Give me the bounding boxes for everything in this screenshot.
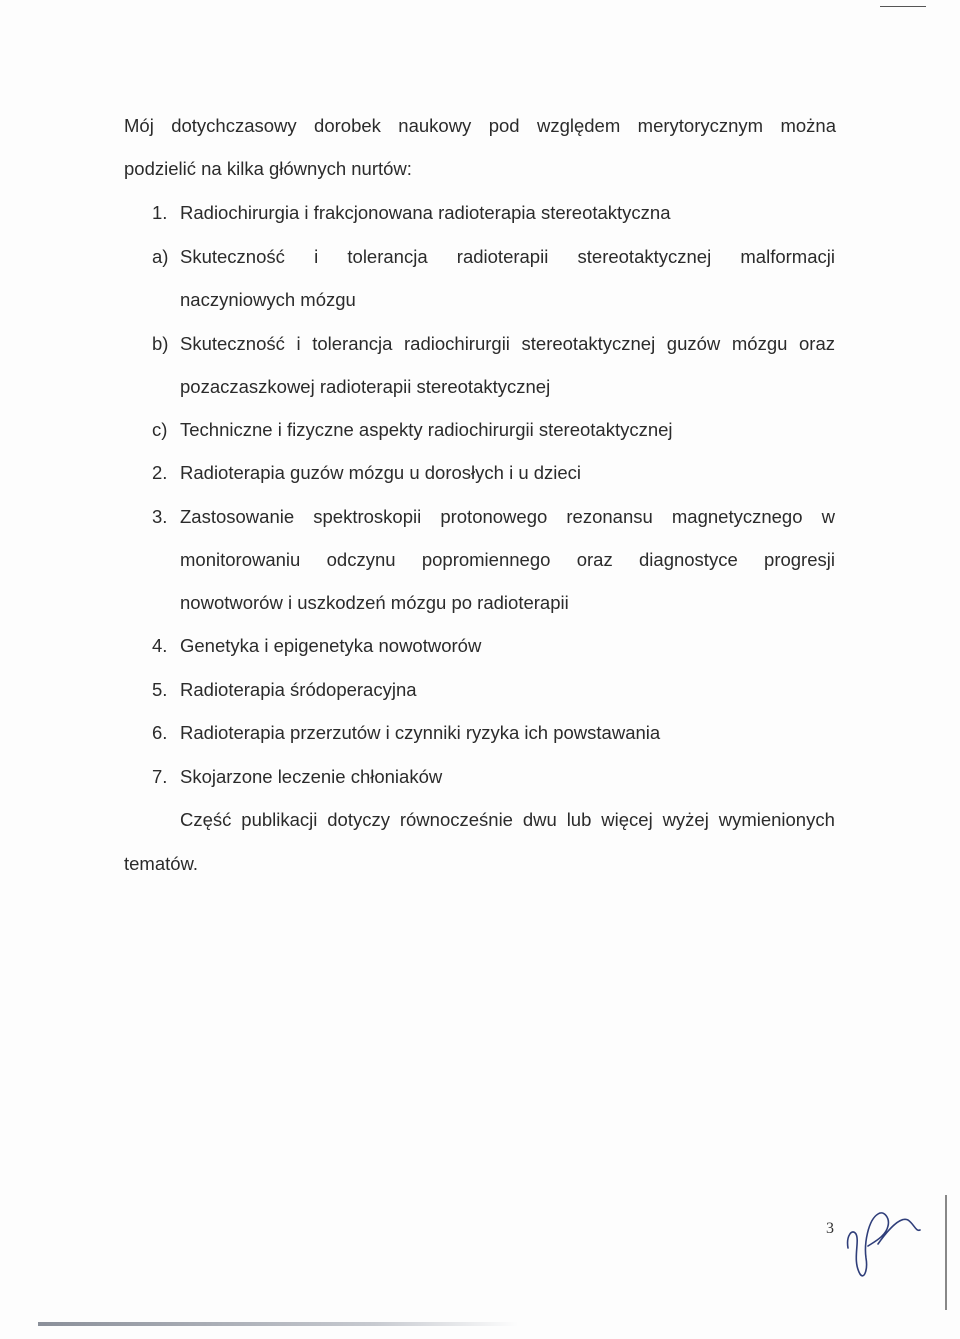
list-item-b-line-1 xyxy=(180,332,835,356)
list-item-2-text: Radioterapia guzów mózgu u dorosłych i u dzieci xyxy=(180,462,582,483)
word: oraz xyxy=(576,549,613,570)
list-marker-3: 3. xyxy=(152,506,168,527)
word: progresji xyxy=(764,549,835,570)
page-number: 3 xyxy=(826,1220,834,1237)
word: mózgu xyxy=(731,333,788,354)
word: dotyczy xyxy=(327,809,390,830)
intro-line-1 xyxy=(124,114,836,138)
word: monitorowaniu xyxy=(180,549,301,570)
top-right-rule xyxy=(880,6,926,7)
intro-line-2: podzielić na kilka głównych nurtów: xyxy=(124,158,412,179)
word: publikacji xyxy=(241,809,318,830)
list-item-6-text: Radioterapia przerzutów i czynniki ryzyka ich powstawania xyxy=(180,722,661,743)
word: w xyxy=(821,506,835,527)
closing-line-2: tematów. xyxy=(124,853,199,874)
list-item-a-line-2: naczyniowych mózgu xyxy=(180,289,356,310)
word: stereotaktycznej xyxy=(521,333,656,354)
word: Skuteczność xyxy=(180,246,285,267)
list-marker-c: c) xyxy=(152,419,168,440)
word: można xyxy=(780,115,836,136)
list-item-3-line-3: nowotworów i uszkodzeń mózgu po radioterapii xyxy=(180,592,569,613)
word: więcej xyxy=(601,809,653,830)
list-item-3-line-1 xyxy=(180,505,835,529)
word: i xyxy=(296,333,301,354)
list-marker-7: 7. xyxy=(152,766,168,787)
word: wymienionych xyxy=(718,809,835,830)
word: naukowy xyxy=(398,115,472,136)
word: stereotaktycznej xyxy=(577,246,712,267)
list-item-4-text: Genetyka i epigenetyka nowotworów xyxy=(180,635,482,656)
word: magnetycznego xyxy=(671,506,803,527)
list-item-a-line-1 xyxy=(180,245,835,269)
word: protonowego xyxy=(440,506,548,527)
list-item-5-text: Radioterapia śródoperacyjna xyxy=(180,679,417,700)
word: dotychczasowy xyxy=(171,115,297,136)
word: i xyxy=(314,246,319,267)
word: tolerancja xyxy=(347,246,428,267)
word: względem xyxy=(536,115,621,136)
list-marker-6: 6. xyxy=(152,722,168,743)
word: popromiennego xyxy=(421,549,551,570)
word: tolerancja xyxy=(312,333,393,354)
word: równocześnie xyxy=(399,809,513,830)
word: diagnostyce xyxy=(639,549,738,570)
closing-line-1 xyxy=(180,808,835,832)
word: guzów xyxy=(666,333,721,354)
list-item-c-text: Techniczne i fizyczne aspekty radiochirurgii stereotaktycznej xyxy=(180,419,673,440)
word: odczynu xyxy=(326,549,396,570)
word: pod xyxy=(488,115,520,136)
word: dorobek xyxy=(314,115,381,136)
list-marker-4: 4. xyxy=(152,635,168,656)
word: lub xyxy=(566,809,592,830)
word: Część xyxy=(180,809,232,830)
list-marker-2: 2. xyxy=(152,462,168,483)
list-marker-1: 1. xyxy=(152,202,168,223)
word: radioterapii xyxy=(456,246,549,267)
word: malformacji xyxy=(740,246,835,267)
word: spektroskopii xyxy=(313,506,422,527)
word: radiochirurgii xyxy=(404,333,510,354)
word: dwu xyxy=(522,809,557,830)
list-marker-b: b) xyxy=(152,333,169,354)
handwritten-signature xyxy=(838,1200,922,1284)
word: Skuteczność xyxy=(180,333,285,354)
word: rezonansu xyxy=(566,506,653,527)
bottom-scan-edge xyxy=(38,1322,518,1326)
word: merytorycznym xyxy=(637,115,764,136)
list-marker-5: 5. xyxy=(152,679,168,700)
word: Mój xyxy=(124,115,154,136)
list-item-3-line-2 xyxy=(180,548,835,572)
list-item-b-line-2: pozaczaszkowej radioterapii stereotaktycznej xyxy=(180,376,551,397)
right-margin-rule xyxy=(945,1195,947,1310)
list-item-1-text: Radiochirurgia i frakcjonowana radioterapia stereotaktyczna xyxy=(180,202,671,223)
word: wyżej xyxy=(662,809,709,830)
word: Zastosowanie xyxy=(180,506,295,527)
list-marker-a: a) xyxy=(152,246,169,267)
word: oraz xyxy=(799,333,835,354)
list-item-7-text: Skojarzone leczenie chłoniaków xyxy=(180,766,443,787)
